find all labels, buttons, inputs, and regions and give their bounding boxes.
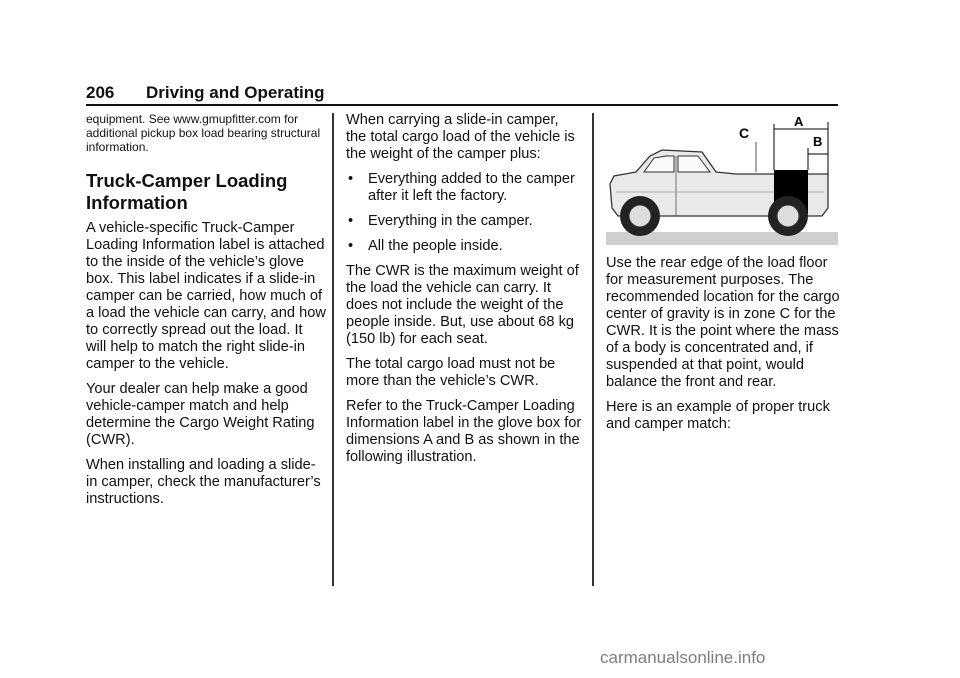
truck-camper-illustration — [606, 112, 838, 249]
paragraph: When installing and loading a slide-in camper, check the manufacturer’s instructions. — [86, 457, 321, 507]
paragraph: Here is an example of proper truck and camper match: — [606, 399, 830, 432]
bullet-list — [346, 171, 582, 255]
label-c: C — [739, 125, 750, 141]
paragraph: A vehicle-specific Truck-Camper Loading Information label is attached to the inside of the vehicle’s glove box. This label indicates if a slide-in camper can be carried, how much of a load the vehicle can carry, and how to correctly spread out the load. It will help to match the right slide-in camper to the vehicle. — [86, 220, 326, 372]
watermark: carmanualsonline.info — [600, 648, 766, 667]
column-1 — [86, 112, 326, 516]
page-header — [86, 83, 838, 105]
paragraph: The total cargo load must not be more than the vehicle’s CWR. — [346, 356, 556, 389]
column-divider-2 — [592, 113, 594, 586]
front-hub — [629, 205, 651, 227]
bullet-icon: • — [348, 238, 354, 254]
header-rule — [86, 104, 838, 106]
paragraph: The CWR is the maximum weight of the load the vehicle can carry. It does not include the weight of the people inside. But, use about 68 kg (150 lb) for each seat. — [346, 263, 579, 347]
list-item — [346, 213, 582, 230]
paragraph: Your dealer can help make a good vehicle-camper match and help determine the Cargo Weight Rating (CWR). — [86, 381, 315, 448]
section-title: Driving and Operating — [146, 83, 325, 102]
paragraph: Use the rear edge of the load floor for measurement purposes. The recommended location for the cargo center of gravity is in zone C for the CWR. It is the point where the mass of a body is concentrated and, if suspended at that point, would balance the front and rear. — [606, 255, 840, 390]
list-item-text: Everything in the camper. — [368, 213, 533, 229]
label-a: A — [794, 114, 804, 129]
intro-text: equipment. See www.gmupfitter.com for additional pickup box load bearing structural information. — [86, 112, 321, 154]
bullet-icon: • — [348, 171, 354, 187]
list-item-text: Everything added to the camper after it left the factory. — [368, 171, 575, 204]
page-number: 206 — [86, 83, 115, 102]
rear-hub — [777, 205, 799, 227]
list-item — [346, 238, 582, 255]
label-b: B — [813, 134, 823, 149]
column-divider-1 — [332, 113, 334, 586]
column-2 — [346, 112, 582, 474]
paragraph: Refer to the Truck-Camper Loading Information label in the glove box for dimensions A and B as shown in the following illustration. — [346, 398, 582, 465]
list-item-text: All the people inside. — [368, 238, 503, 254]
paragraph: When carrying a slide-in camper, the total cargo load of the vehicle is the weight of the camper plus: — [346, 112, 575, 162]
bullet-icon: • — [348, 213, 354, 229]
list-item — [346, 171, 582, 205]
column-3 — [606, 112, 842, 441]
section-heading: Truck-Camper Loading Information — [86, 170, 288, 213]
